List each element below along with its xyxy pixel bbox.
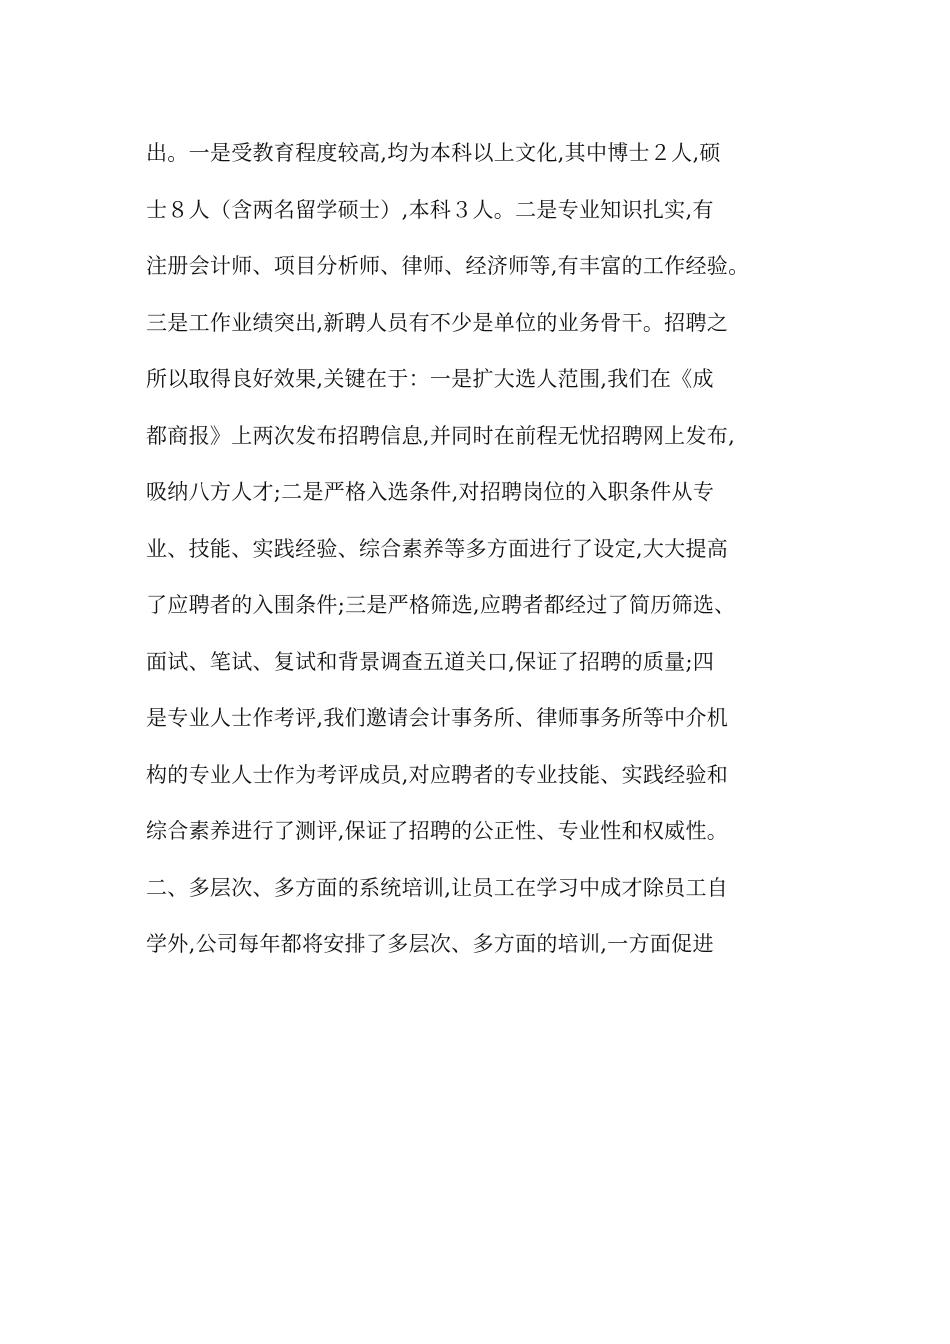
text-line: 注册会计师、项目分析师、律师、经济师等,有丰富的工作经验。 <box>146 254 750 278</box>
text-line: 士８人（含两名留学硕士）,本科３人。二是专业知识扎实,有 <box>146 197 714 222</box>
text-line: 吸纳八方人才;二是严格入选条件,对招聘岗位的入职条件从专 <box>146 480 715 504</box>
text-line: 业、技能、实践经验、综合素养等多方面进行了设定,大大提高 <box>146 536 729 561</box>
body-text <box>146 131 826 979</box>
text-line: 学外,公司每年都将安排了多层次、多方面的培训,一方面促进 <box>146 932 714 956</box>
text-line: 是专业人士作考评,我们邀请会计事务所、律师事务所等中介机 <box>146 706 729 730</box>
text-line: 综合素养进行了测评,保证了招聘的公正性、专业性和权威性。 <box>146 819 729 843</box>
text-line: 了应聘者的入围条件;三是严格筛选,应聘者都经过了简历筛选、 <box>146 593 736 617</box>
text-line: 构的专业人士作为考评成员,对应聘者的专业技能、实践经验和 <box>146 762 729 787</box>
text-line: 出。一是受教育程度较高,均为本科以上文化,其中博士２人,硕 <box>146 141 721 165</box>
text-line: 三是工作业绩突出,新聘人员有不少是单位的业务骨干。招聘之 <box>146 310 729 335</box>
text-line: 二、多层次、多方面的系统培训,让员工在学习中成才除员工自 <box>146 875 729 900</box>
text-line: 所以取得良好效果,关键在于：一是扩大选人范围,我们在《成 <box>146 367 714 391</box>
text-line: 都商报》上两次发布招聘信息,并同时在前程无忧招聘网上发布, <box>146 423 736 448</box>
text-line: 面试、笔试、复试和背景调查五道关口,保证了招聘的质量;四 <box>146 649 715 674</box>
